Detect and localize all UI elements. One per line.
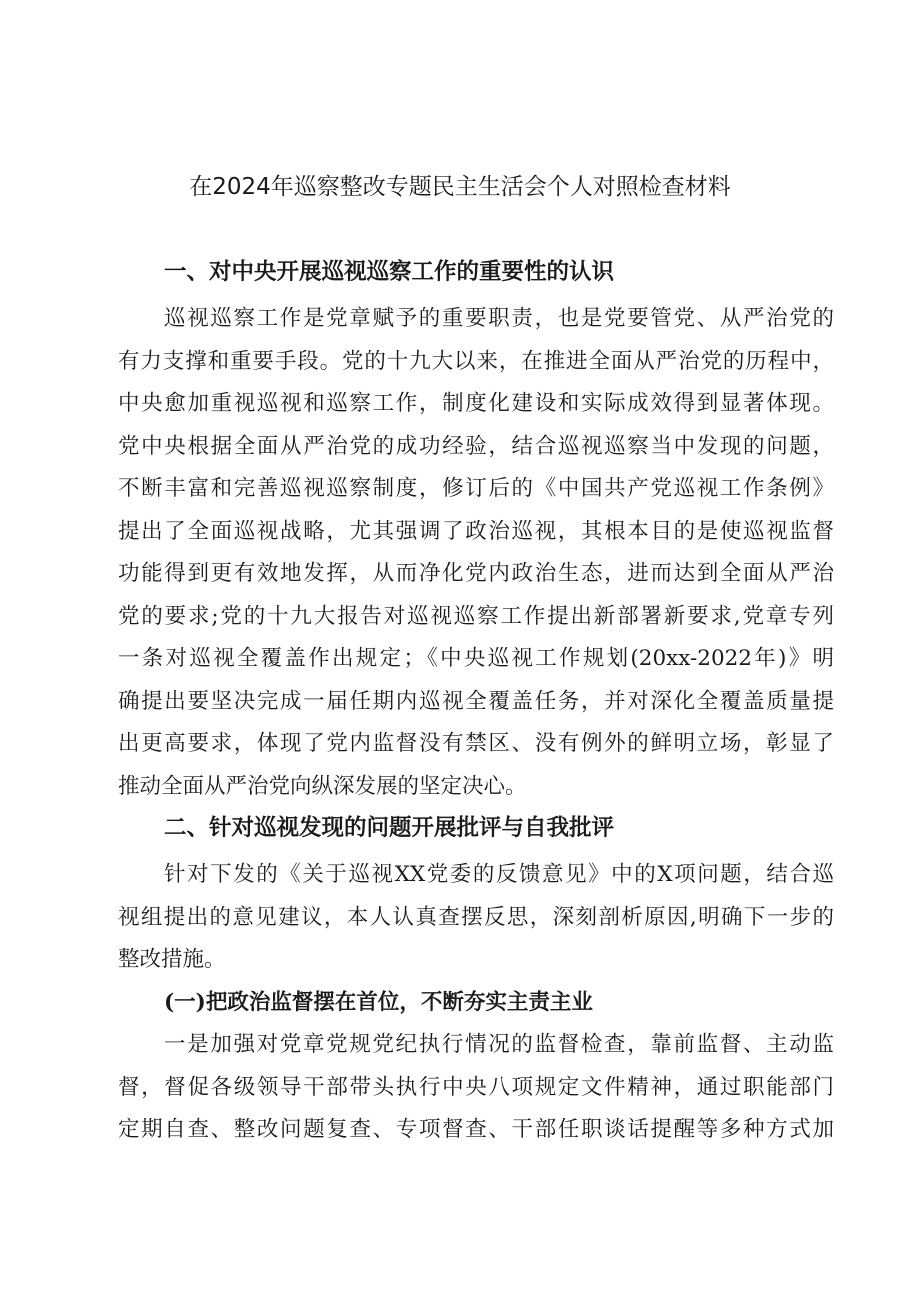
paragraph-line: 巡视巡察工作是党章赋予的重要职责，也是党要管党、从严治党的 [164, 306, 834, 331]
paragraph-line: 确提出要坚决完成一届任期内巡视全覆盖任务，并对深化全覆盖质量提 [118, 688, 834, 714]
paragraph-line: 中央愈加重视巡视和巡察工作，制度化建设和实际成效得到显著体现。 [118, 391, 834, 416]
paragraph-line: 视组提出的意见建议，本人认真查摆反思，深刻剖析原因,明确下一步的 [118, 904, 834, 930]
paragraph-line: 出更高要求，体现了党内监督没有禁区、没有例外的鲜明立场，彰显了 [118, 731, 834, 756]
paragraph-line: 提出了全面巡视战略，尤其强调了政治巡视，其根本目的是使巡视监督 [118, 518, 834, 544]
paragraph-line: 功能得到更有效地发挥，从而净化党内政治生态，进而达到全面从严治 [118, 561, 834, 586]
section-1-paragraph [118, 298, 834, 808]
subsection-1-paragraph [118, 1024, 834, 1152]
paragraph-line: 不断丰富和完善巡视巡察制度，修订后的《中国共产党巡视工作条例》 [118, 476, 834, 501]
paragraph-line: 针对下发的《关于巡视XX党委的反馈意见》中的X项问题，结合巡 [164, 862, 834, 887]
paragraph-line: 党中央根据全面从严治党的成功经验，结合巡视巡察当中发现的问题， [118, 433, 834, 459]
section-2-heading: 二、针对巡视发现的问题开展批评与自我批评 [164, 815, 615, 841]
paragraph-line: 一是加强对党章党规党纪执行情况的监督检查，靠前监督、主动监 [164, 1032, 834, 1057]
paragraph-line: 党的要求;党的十九大报告对巡视巡察工作提出新部署新要求,党章专列 [118, 603, 834, 629]
paragraph-line: 有力支撑和重要手段。党的十九大以来，在推进全面从严治党的历程中， [118, 348, 834, 374]
document-title: 在2024年巡察整改专题民主生活会个人对照检查材料 [189, 174, 731, 200]
document-body [118, 252, 834, 1152]
section-2-paragraph [118, 854, 834, 982]
section-1-heading: 一、对中央开展巡视巡察工作的重要性的认识 [164, 259, 615, 285]
paragraph-line: 一条对巡视全覆盖作出规定；《中央巡视工作规划(20xx-2022年)》明 [118, 646, 834, 671]
subsection-1-heading: (一)把政治监督摆在首位，不断夯实主责主业 [164, 989, 593, 1015]
paragraph-line: 整改措施。 [118, 947, 226, 972]
paragraph-line: 推动全面从严治党向纵深发展的坚定决心。 [118, 773, 527, 799]
paragraph-line: 督，督促各级领导干部带头执行中央八项规定文件精神，通过职能部门 [118, 1074, 834, 1100]
paragraph-line: 定期自查、整改问题复查、专项督查、干部任职谈话提醒等多种方式加 [118, 1117, 834, 1142]
